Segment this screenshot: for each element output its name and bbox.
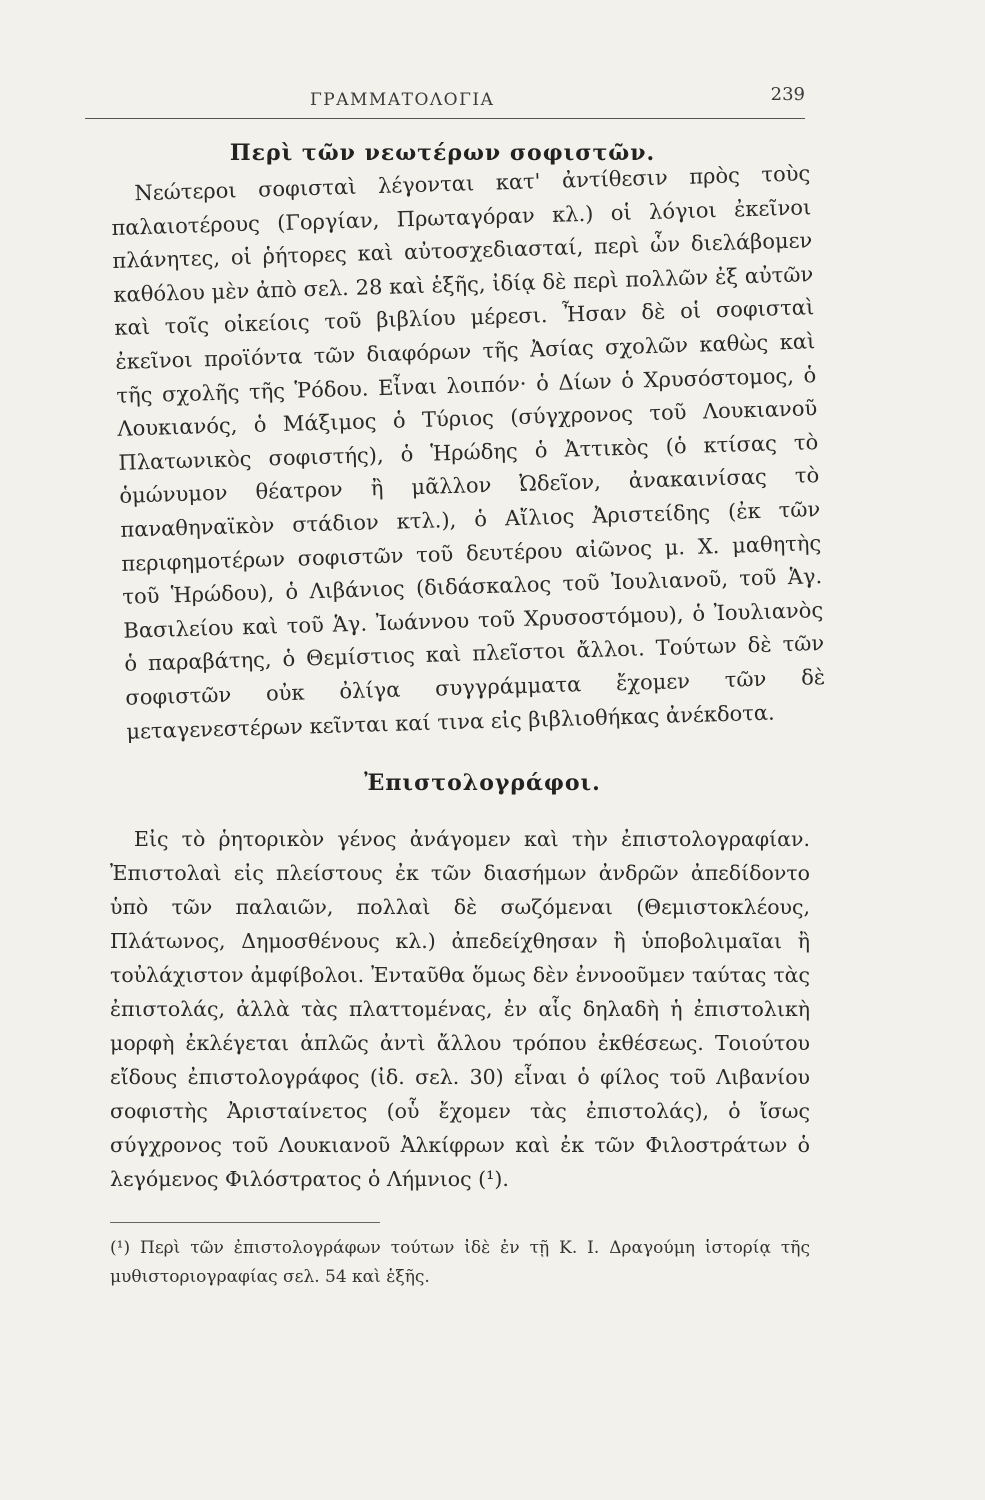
running-title: ΓΡΑΜΜΑΤΟΛΟΓΙΑ bbox=[310, 90, 495, 110]
page-header bbox=[85, 84, 805, 124]
footnote-rule bbox=[110, 1222, 380, 1223]
paragraph-epistolographers-text: Εἰς τὸ ῥητορικὸν γένος ἀνάγομεν καὶ τὴν ἐπιστολογραφίαν. Ἐπιστολαὶ εἰς πλείστους ἐκ τῶν διασήμων ἀνδρῶν ἀπεδίδοντο ὑπὸ τῶν παλαιῶν, πολλαὶ δὲ σωζόμεναι (Θεμιστοκλέους, Πλάτωνος, Δημοσθένους κλ.) ἀπεδείχθησαν ἢ ὑποβολιμαῖαι ἢ τοὐλάχιστον ἀμφίβολοι. Ἐνταῦθα ὅμως δὲν ἐννοοῦμεν ταύτας τὰς ἐπιστολάς, ἀλλὰ τὰς πλαττομένας, ἐν αἷς δηλαδὴ ἡ ἐπιστολικὴ μορφὴ ἐκλέγεται ἁπλῶς ἀντὶ ἄλλου τρόπου ἐκθέσεως. Τοιούτου εἴδους ἐπιστολογράφος (ἰδ. σελ. 30) εἶναι ὁ φίλος τοῦ Λιβανίου σοφιστὴς Ἀρισταίνετος (οὗ ἔχομεν τὰς ἐπιστολάς), ὁ ἴσως σύγχρονος τοῦ Λουκιανοῦ Ἀλκίφρων καὶ ἐκ τῶν Φιλοστράτων ὁ λεγόμενος Φιλόστρατος ὁ Λήμνιος (¹). bbox=[110, 827, 810, 1191]
header-rule bbox=[85, 118, 805, 119]
footnote: (¹) Περὶ τῶν ἐπιστολογράφων τούτων ἰδὲ ἐν τῇ Κ. Ι. Δραγούμη ἱστορίᾳ τῆς μυθιστοριογραφίας σελ. 54 καὶ ἑξῆς. bbox=[110, 1238, 810, 1287]
page-number: 239 bbox=[770, 84, 805, 105]
section-title-epistolographers: Ἐπιστολογράφοι. bbox=[364, 770, 601, 796]
paragraph-sophists-text: Νεώτεροι σοφισταὶ λέγονται κατ' ἀντίθεσιν πρὸς τοὺς παλαιοτέρους (Γοργίαν, Πρωταγόραν κλ.) οἱ λόγιοι ἐκεῖνοι πλάνητες, οἱ ῥήτορες καὶ αὐτοσχεδιασταί, περὶ ὧν διελάβομεν καθόλου μὲν ἀπὸ σελ. 28 καὶ ἑξῆς, ἰδίᾳ δὲ περὶ πολλῶν ἐξ αὐτῶν καὶ τοῖς οἰκείοις τοῦ βιβλίου μέρεσι. Ἦσαν δὲ οἱ σοφισταὶ ἐκεῖνοι προϊόντα τῶν διαφόρων τῆς Ἀσίας σχολῶν καθὼς καὶ τῆς σχολῆς τῆς Ῥόδου. Εἶναι λοιπόν· ὁ Δίων ὁ Χρυσόστομος, ὁ Λουκιανός, ὁ Μάξιμος ὁ Τύριος (σύγχρονος τοῦ Λουκιανοῦ Πλατωνικὸς σοφιστής), ὁ Ἡρώδης ὁ Ἀττικὸς (ὁ κτίσας τὸ ὁμώνυμον θέατρον ἢ μᾶλλον Ὠδεῖον, ἀνακαινίσας τὸ παναθηναϊκὸν στάδιον κτλ.), ὁ Αἴλιος Ἀριστείδης (ἐκ τῶν περιφημοτέρων σοφιστῶν τοῦ δευτέρου αἰῶνος μ. Χ. μαθητὴς τοῦ Ἡρώδου), ὁ Λιβάνιος (διδάσκαλος τοῦ Ἰουλιανοῦ, τοῦ Ἁγ. Βασιλείου καὶ τοῦ Ἁγ. Ἰωάννου τοῦ Χρυσοστόμου), ὁ Ἰουλιανὸς ὁ παραβάτης, ὁ Θεμίστιος καὶ πλεῖστοι ἄλλοι. Τούτων δὲ τῶν σοφιστῶν οὐκ ὀλίγα συγγράμματα ἔχομεν τῶν δὲ μεταγενεστέρων κεῖνται καί τινα εἰς βιβλιοθήκας ἀνέκδοτα. bbox=[111, 161, 826, 744]
paragraph-indent bbox=[111, 200, 135, 201]
paragraph-epistolographers bbox=[110, 822, 810, 1196]
paragraph-sophists bbox=[110, 157, 827, 749]
section-title-sophists: Περὶ τῶν νεωτέρων σοφιστῶν. bbox=[229, 140, 656, 166]
